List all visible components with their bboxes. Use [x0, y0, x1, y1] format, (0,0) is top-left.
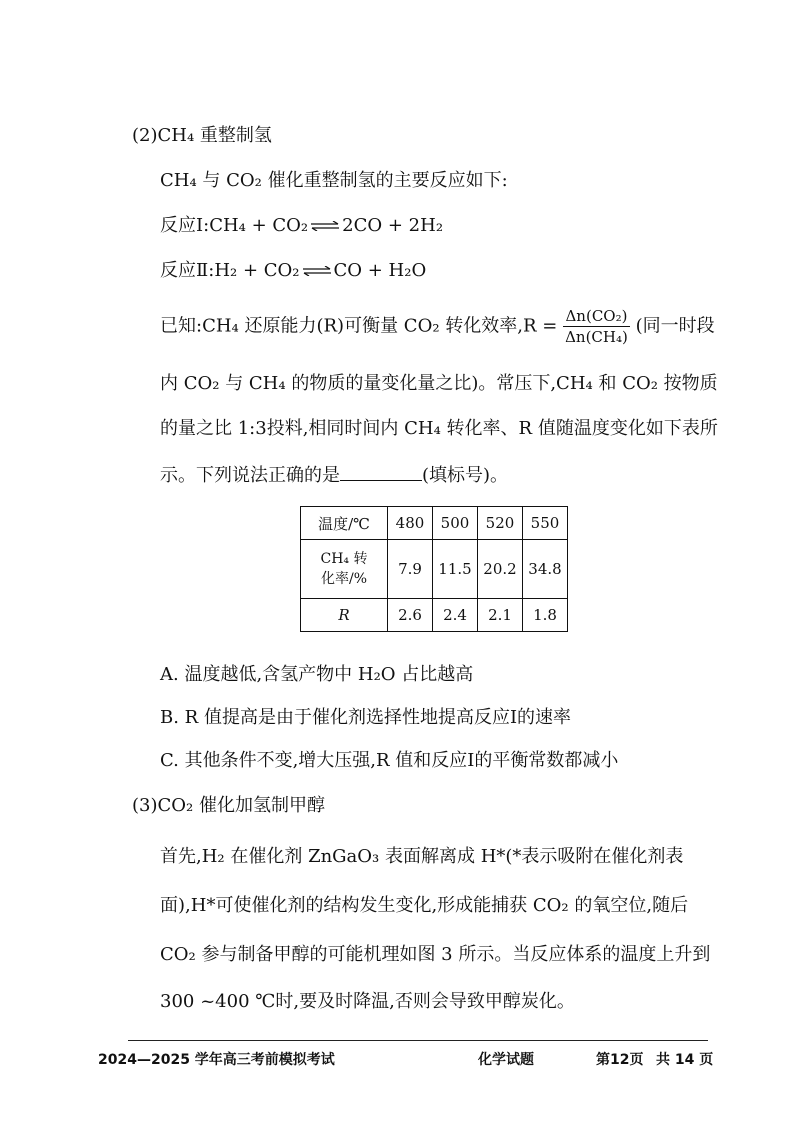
reaction-2-lhs: H₂ + CO₂	[214, 260, 300, 281]
section-3-line-1: 首先,H₂ 在催化剂 ZnGaO₃ 表面解离成 H*(*表示吸附在催化剂表	[160, 846, 684, 867]
section-3-line-2: 面),H*可使催化剂的结构发生变化,形成能捕获 CO₂ 的氧空位,随后	[160, 895, 689, 916]
table-row-temperature	[301, 507, 568, 540]
fraction-numerator: Δn(CO₂)	[563, 306, 630, 327]
table-cell: 2.1	[478, 599, 523, 632]
table-cell: 480	[388, 507, 433, 540]
known-prefix: 已知:CH₄ 还原能力(R)可衡量 CO₂ 转化效率,R =	[160, 315, 558, 337]
conversion-label-line2: 化率/%	[320, 571, 368, 587]
fraction-denominator: Δn(CH₄)	[565, 328, 628, 346]
reaction-1-lhs: CH₄ + CO₂	[209, 215, 309, 236]
table-cell: 1.8	[523, 599, 568, 632]
section-3-line-3: CO₂ 参与制备甲醇的可能机理如图 3 所示。当反应体系的温度上升到	[160, 944, 711, 965]
reaction-1	[160, 214, 443, 238]
section-2-heading: (2)CH₄ 重整制氢	[132, 125, 272, 146]
known-suffix: (同一时段	[635, 315, 715, 337]
equilibrium-arrow-icon	[302, 266, 332, 276]
footer-divider	[128, 1040, 708, 1041]
table-cell: 520	[478, 507, 523, 540]
table-header-temperature: 温度/℃	[301, 507, 388, 540]
table-cell: 2.4	[433, 599, 478, 632]
footer-total-pages: 共 14 页	[656, 1052, 714, 1068]
footer-page-number: 第12页	[596, 1052, 644, 1068]
footer-subject: 化学试题	[478, 1052, 534, 1068]
table-header-r: R	[301, 599, 388, 632]
section-3-heading: (3)CO₂ 催化加氢制甲醇	[132, 795, 325, 816]
reaction-2-rhs: CO + H₂O	[333, 260, 427, 281]
table-cell: 500	[433, 507, 478, 540]
option-a: A. 温度越低,含氢产物中 H₂O 占比越高	[160, 664, 474, 685]
footer-exam-title: 2024—2025 学年高三考前模拟考试	[98, 1052, 335, 1068]
option-c: C. 其他条件不变,增大压强,R 值和反应Ⅰ的平衡常数都减小	[160, 750, 619, 771]
table-cell: 2.6	[388, 599, 433, 632]
table-row-r	[301, 599, 568, 632]
temperature-data-table	[300, 506, 568, 632]
table-cell: 550	[523, 507, 568, 540]
table-header-conversion	[301, 540, 388, 599]
section-2-intro: CH₄ 与 CO₂ 催化重整制氢的主要反应如下:	[160, 170, 508, 191]
equilibrium-arrow-icon	[310, 221, 340, 231]
reaction-2-label: 反应Ⅱ:	[160, 260, 215, 281]
reaction-2	[160, 259, 426, 283]
known-condition	[160, 306, 715, 347]
table-cell: 11.5	[433, 540, 478, 599]
question-stem: 示。下列说法正确的是	[160, 465, 340, 486]
paragraph-line-3: 的量之比 1:3投料,相同时间内 CH₄ 转化率、R 值随温度变化如下表所	[160, 418, 718, 439]
answer-blank[interactable]	[340, 462, 422, 481]
table-cell: 20.2	[478, 540, 523, 599]
table-cell: 34.8	[523, 540, 568, 599]
table-row-conversion	[301, 540, 568, 599]
reaction-1-rhs: 2CO + 2H₂	[342, 215, 444, 236]
option-b: B. R 值提高是由于催化剂选择性地提高反应Ⅰ的速率	[160, 707, 572, 728]
r-fraction	[563, 306, 630, 347]
paragraph-line-2: 内 CO₂ 与 CH₄ 的物质的量变化量之比)。常压下,CH₄ 和 CO₂ 按物质	[160, 373, 718, 394]
section-3-line-4: 300 ~400 ℃时,要及时降温,否则会导致甲醇炭化。	[160, 991, 575, 1012]
conversion-label-line1: CH₄ 转	[320, 551, 368, 567]
table-cell: 7.9	[388, 540, 433, 599]
paragraph-line-4	[160, 462, 508, 488]
question-stem-end: (填标号)。	[422, 465, 509, 486]
reaction-1-label: 反应Ⅰ:	[160, 215, 210, 236]
